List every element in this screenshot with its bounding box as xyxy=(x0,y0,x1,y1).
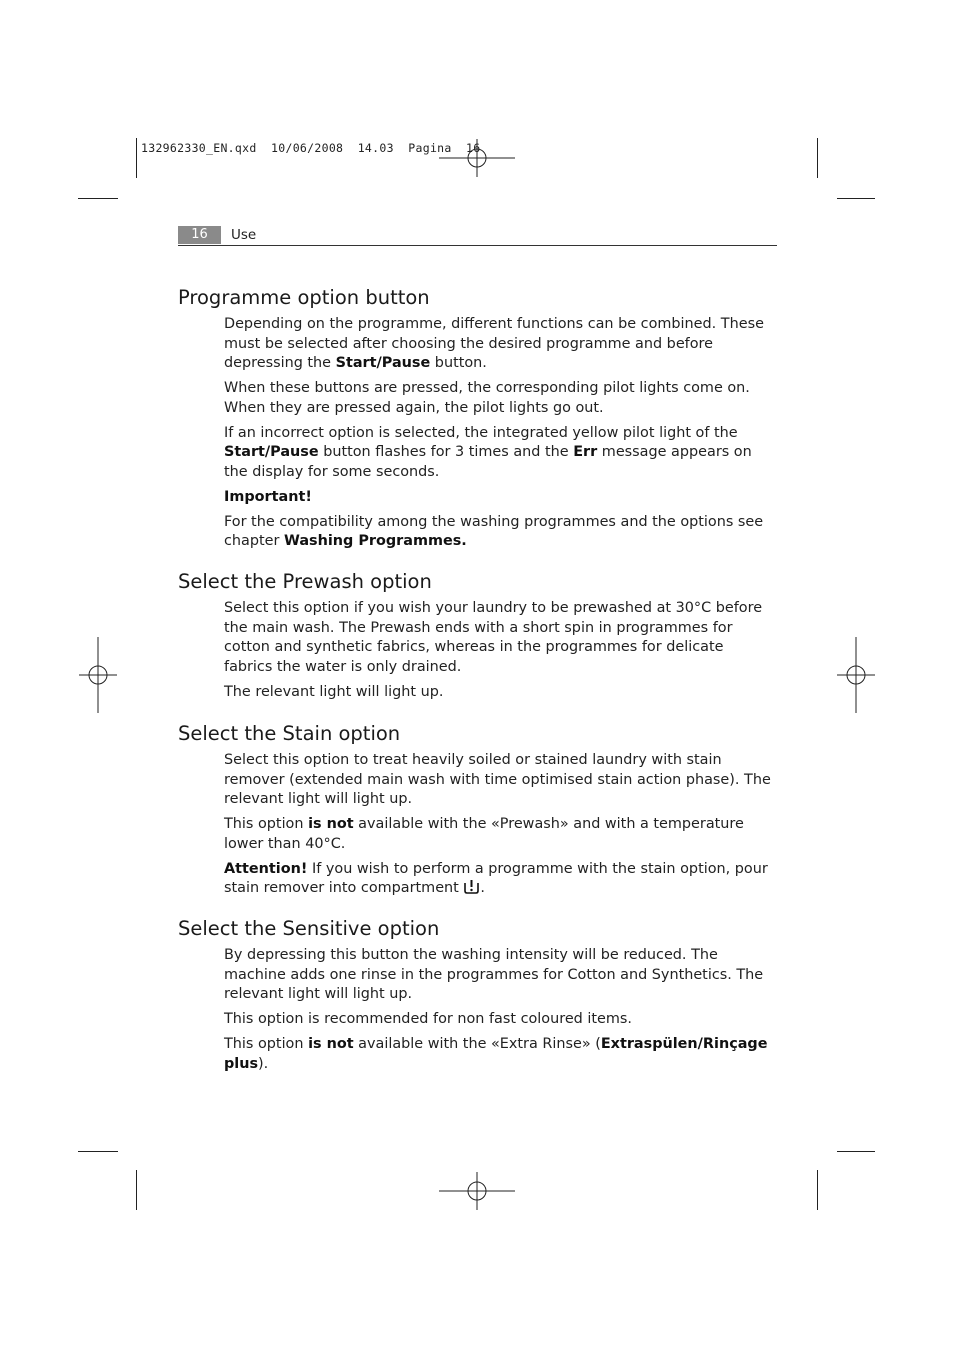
registration-mark-left xyxy=(77,636,119,716)
paragraph: This option is not available with the «Prewash» and with a temperature lower than 40°C. xyxy=(224,816,744,852)
section-body-stain-option xyxy=(224,751,772,906)
paragraph: Depending on the programme, different functions can be combined. These must be selected after choosing the desired programme and before depressing the Start/Pause button. xyxy=(224,316,764,371)
registration-mark-right xyxy=(835,636,877,716)
paragraph: If an incorrect option is selected, the integrated yellow pilot light of the Start/Pause button flashes for 3 times and the Err message appears on the display for some seconds. xyxy=(224,424,752,480)
paragraph: Attention! If you wish to perform a programme with the stain option, pour stain remover into compartment . xyxy=(224,860,772,901)
running-header: Use xyxy=(231,227,257,243)
registration-mark-bottom xyxy=(437,1170,517,1212)
paragraph: This option is not available with the «Extra Rinse» (Extraspülen/Rinçage plus). xyxy=(224,1036,768,1072)
section-title-sensitive-option: Select the Sensitive option xyxy=(178,917,440,940)
important-label: Important! xyxy=(224,488,312,505)
paragraph: By depressing this button the washing intensity will be reduced. The machine adds one rinse in the programmes for Cotton and Synthetics. The relevant light will light up. xyxy=(224,947,764,1002)
section-title-stain-option: Select the Stain option xyxy=(178,722,401,745)
paragraph: The relevant light will light up. xyxy=(224,683,444,700)
section-body-sensitive-option xyxy=(224,946,772,1080)
paragraph: Select this option to treat heavily soiled or stained laundry with stain remover (extended main wash with time optimised stain action phase). The relevant light will light up. xyxy=(224,752,771,807)
file-slug: 132962330_EN.qxd 10/06/2008 14.03 Pagina 16 xyxy=(141,141,481,155)
header-rule xyxy=(178,245,777,246)
section-body-prewash-option xyxy=(224,599,772,708)
paragraph: When these buttons are pressed, the corresponding pilot lights come on. When they are pressed again, the pilot lights go out. xyxy=(224,380,750,416)
paragraph: For the compatibility among the washing programmes and the options see chapter Washing Programmes. xyxy=(224,513,764,549)
page-number: 16 xyxy=(178,226,221,244)
paragraph: Select this option if you wish your laundry to be prewashed at 30°C before the main wash. The Prewash ends with a short spin in programmes for cotton and synthetic fabrics, whereas in the programmes for delicate fabrics the water is only drained. xyxy=(224,600,763,675)
paragraph: This option is recommended for non fast coloured items. xyxy=(224,1011,632,1027)
section-title-prewash-option: Select the Prewash option xyxy=(178,570,432,593)
section-body-programme-option xyxy=(224,315,772,557)
section-title-programme-option: Programme option button xyxy=(178,286,430,309)
stain-compartment-icon xyxy=(463,879,480,901)
